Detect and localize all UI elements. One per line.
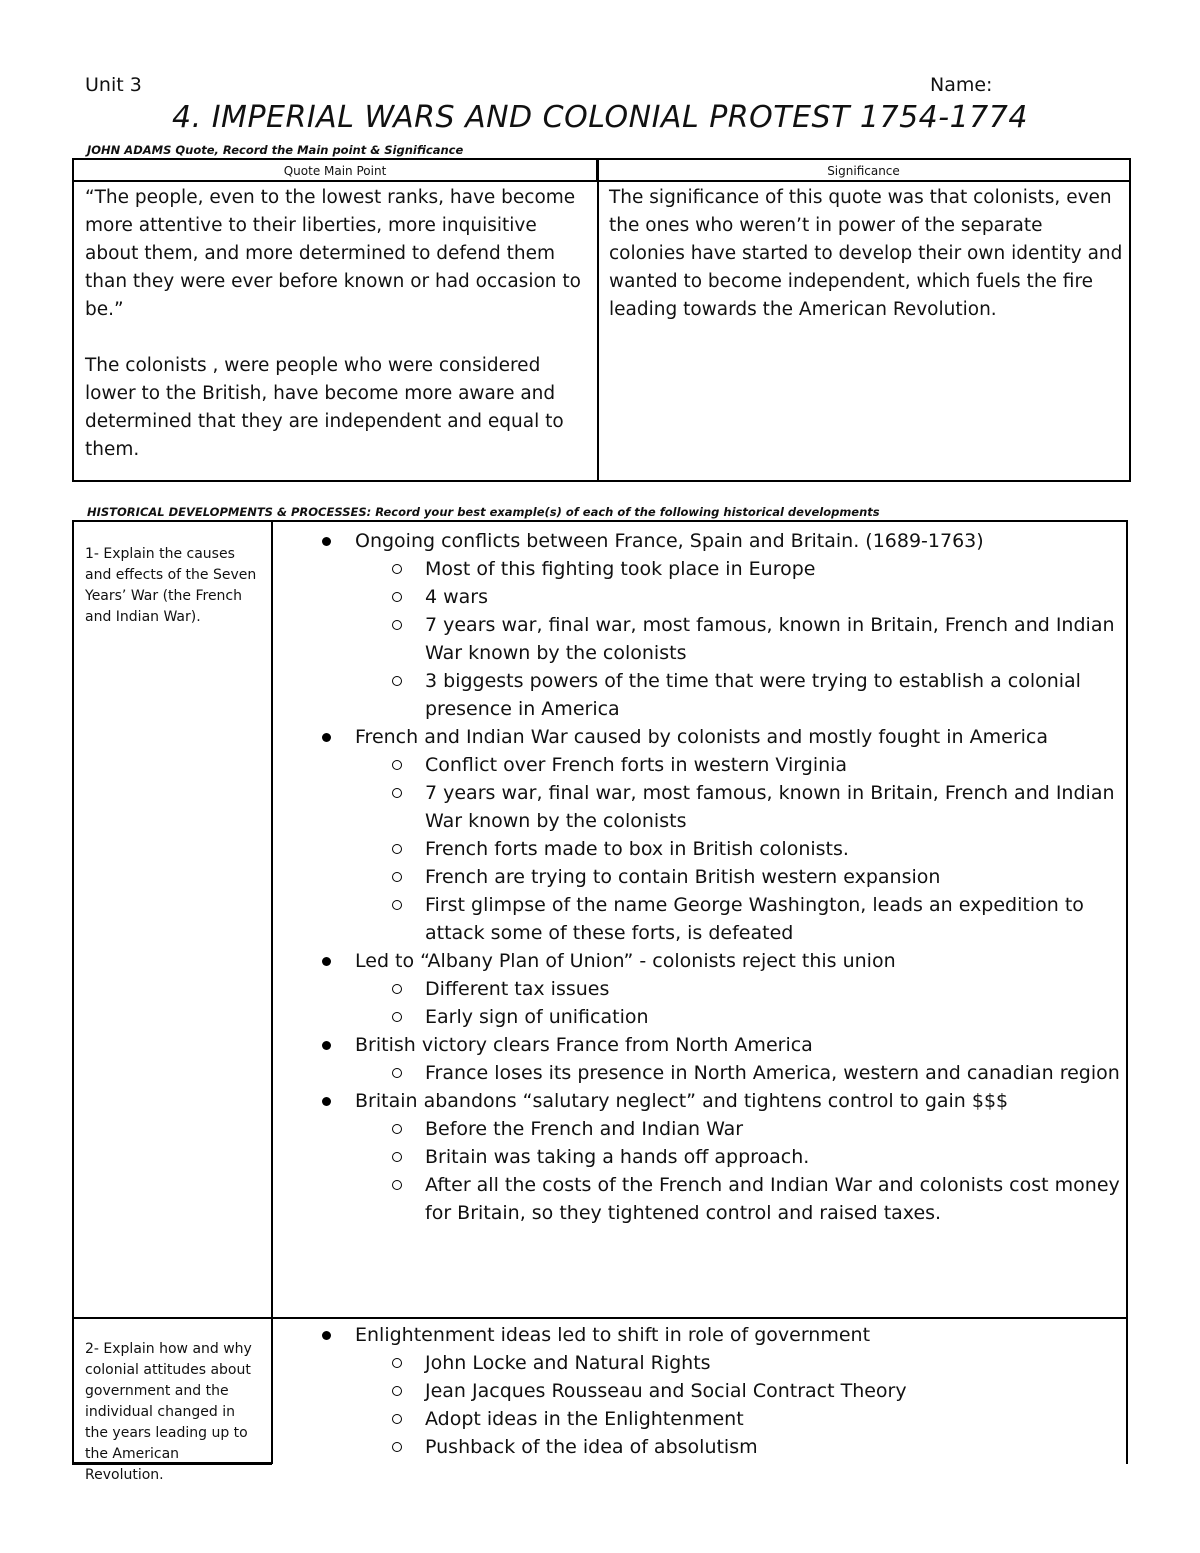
bullet-list	[284, 527, 1124, 1227]
prompt-seven-years-war: 1- Explain the causes and effects of the Seven Years’ War (the French and Indian War).	[85, 546, 257, 625]
sub-bullet-item: France loses its presence in North America, western and canadian region	[284, 1059, 1124, 1087]
bullet-list	[284, 1321, 1124, 1461]
bullet-item: French and Indian War caused by colonists and mostly fought in America	[284, 723, 1124, 751]
sub-bullet-item: French are trying to contain British western expansion	[284, 863, 1124, 891]
developments-table	[72, 520, 1128, 1483]
main-point-answer: The colonists , were people who were considered lower to the British, have become more aware and determined that they are independent and equal to them.	[85, 355, 564, 460]
sub-bullet-item: Most of this fighting took place in Europe	[284, 555, 1124, 583]
sub-bullet-item: 7 years war, final war, most famous, known in Britain, French and Indian War known by the colonists	[284, 611, 1124, 667]
sub-bullet-item: 7 years war, final war, most famous, known in Britain, French and Indian War known by the colonists	[284, 779, 1124, 835]
sub-bullet-item: French forts made to box in British colonists.	[284, 835, 1124, 863]
significance-answer: The significance of this quote was that colonists, even the ones who weren’t in power of the separate colonies have started to develop their own identity and wanted to become independent, which fuels the fire leading towards the American Revolution.	[609, 187, 1123, 320]
bullet-item: Led to “Albany Plan of Union” - colonists reject this union	[284, 947, 1124, 975]
table-row-divider	[74, 1317, 1126, 1319]
unit-label: Unit 3	[85, 74, 142, 96]
sub-bullet-item: Early sign of unification	[284, 1003, 1124, 1031]
bullet-item: British victory clears France from North America	[284, 1031, 1124, 1059]
quote-section-caption: JOHN ADAMS Quote, Record the Main point & Significance	[87, 143, 464, 157]
page-title: 4. IMPERIAL WARS AND COLONIAL PROTEST 1754-1774	[172, 100, 1028, 135]
answer-colonial-attitudes	[284, 1321, 1124, 1461]
sub-bullet-item: Different tax issues	[284, 975, 1124, 1003]
sub-bullet-item: 4 wars	[284, 583, 1124, 611]
bullet-item: Enlightenment ideas led to shift in role of government	[284, 1321, 1124, 1349]
sub-bullet-item: Jean Jacques Rousseau and Social Contract Theory	[284, 1377, 1124, 1405]
sub-bullet-item: Conflict over French forts in western Virginia	[284, 751, 1124, 779]
bullet-item: Britain abandons “salutary neglect” and tightens control to gain $$$	[284, 1087, 1124, 1115]
sub-bullet-item: Adopt ideas in the Enlightenment	[284, 1405, 1124, 1433]
sub-bullet-item: First glimpse of the name George Washington, leads an expedition to attack some of these forts, is defeated	[284, 891, 1124, 947]
quote-table	[72, 158, 1131, 482]
sub-bullet-item: Before the French and Indian War	[284, 1115, 1124, 1143]
sub-bullet-item: Pushback of the idea of absolutism	[284, 1433, 1124, 1461]
significance-cell	[609, 184, 1124, 324]
main-point-cell	[85, 184, 590, 464]
sub-bullet-item: 3 biggests powers of the time that were trying to establish a colonial presence in America	[284, 667, 1124, 723]
developments-caption: HISTORICAL DEVELOPMENTS & PROCESSES: Record your best example(s) of each of the following historical developments	[87, 505, 880, 519]
column-header-main-point: Quote Main Point	[74, 160, 598, 182]
bullet-item: Ongoing conflicts between France, Spain and Britain. (1689-1763)	[284, 527, 1124, 555]
table-divider	[597, 160, 599, 480]
table-divider	[271, 522, 273, 1464]
column-header-significance: Significance	[598, 160, 1129, 182]
sub-bullet-item: John Locke and Natural Rights	[284, 1349, 1124, 1377]
answer-seven-years-war	[284, 527, 1124, 1227]
sub-bullet-item: Britain was taking a hands off approach.	[284, 1143, 1124, 1171]
sub-bullet-item: After all the costs of the French and Indian War and colonists cost money for Britain, so they tightened control and raised taxes.	[284, 1171, 1124, 1227]
prompt-colonial-attitudes: 2- Explain how and why colonial attitudes about government and the individual changed in the years leading up to the American Revolution.	[85, 1341, 252, 1483]
adams-quote: “The people, even to the lowest ranks, have become more attentive to their liberties, more inquisitive about them, and more determined to defend them than they were ever before known or had occasion to be.”	[85, 187, 581, 320]
name-label: Name:	[930, 74, 993, 96]
